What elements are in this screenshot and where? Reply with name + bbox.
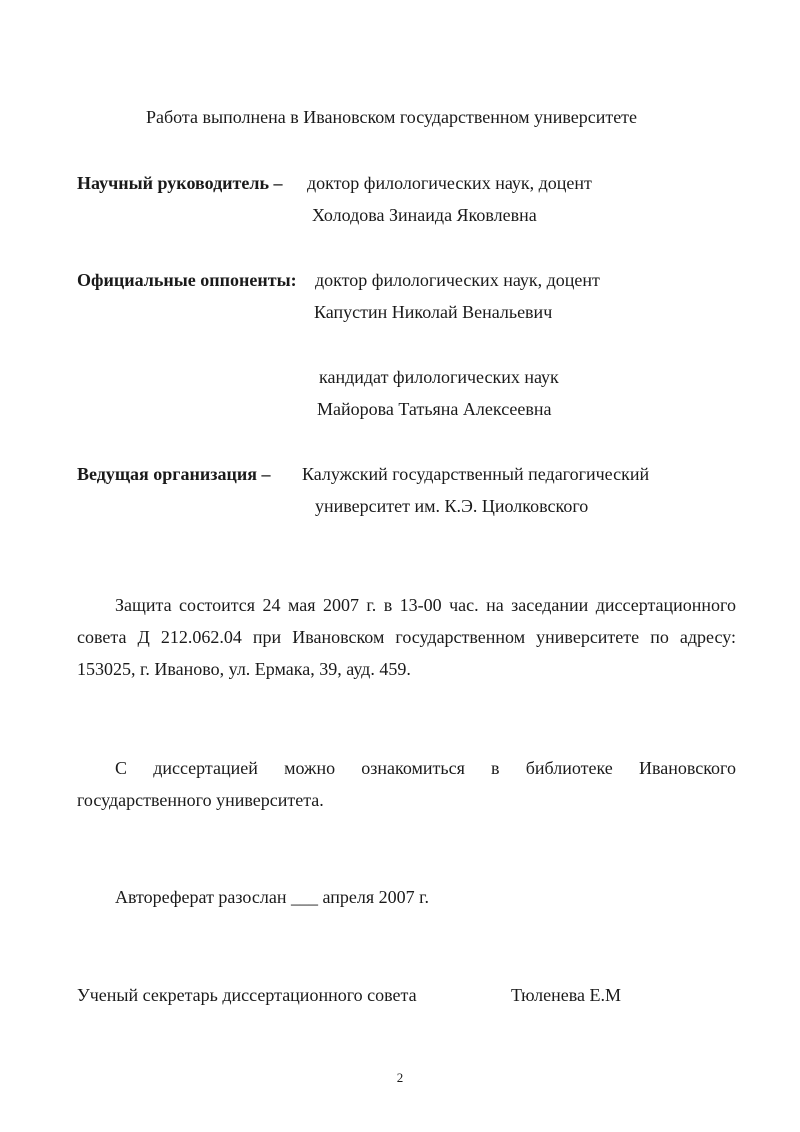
opponent-1-name: Капустин Николай Венальевич: [314, 302, 553, 322]
page-number: 2: [396, 1070, 404, 1085]
supervisor-label: Научный руководитель –: [77, 173, 283, 193]
secretary-label: Ученый секретарь диссертационного совета: [77, 985, 417, 1005]
library-line-2: государственного университета.: [77, 790, 324, 810]
opponent-1-degree: доктор филологических наук, доцент: [315, 270, 600, 290]
defense-line-2: совета Д 212.062.04 при Ивановском государственном университете по адресу:: [77, 627, 736, 647]
abstract-sent-line: Автореферат разослан ___ апреля 2007 г.: [115, 887, 429, 907]
leading-org-line-1: Калужский государственный педагогический: [302, 464, 650, 484]
leading-org-line-2: университет им. К.Э. Циолковского: [315, 496, 589, 516]
opponent-2-name: Майорова Татьяна Алексеевна: [317, 399, 552, 419]
defense-line-1: Защита состоится 24 мая 2007 г. в 13-00 час. на заседании диссертационного: [115, 595, 736, 615]
supervisor-degree: доктор филологических наук, доцент: [307, 173, 592, 193]
supervisor-name: Холодова Зинаида Яковлевна: [312, 205, 537, 225]
defense-line-3: 153025, г. Иваново, ул. Ермака, 39, ауд. 459.: [77, 659, 411, 679]
work-done-line: Работа выполнена в Ивановском государственном университете: [146, 107, 638, 127]
secretary-name: Тюленева Е.М: [511, 985, 621, 1005]
leading-org-label: Ведущая организация –: [77, 464, 271, 484]
opponent-2-degree: кандидат филологических наук: [319, 367, 559, 387]
library-line-1: С диссертацией можно ознакомиться в библиотеке Ивановского: [115, 758, 736, 778]
opponents-label: Официальные оппоненты:: [77, 270, 297, 290]
